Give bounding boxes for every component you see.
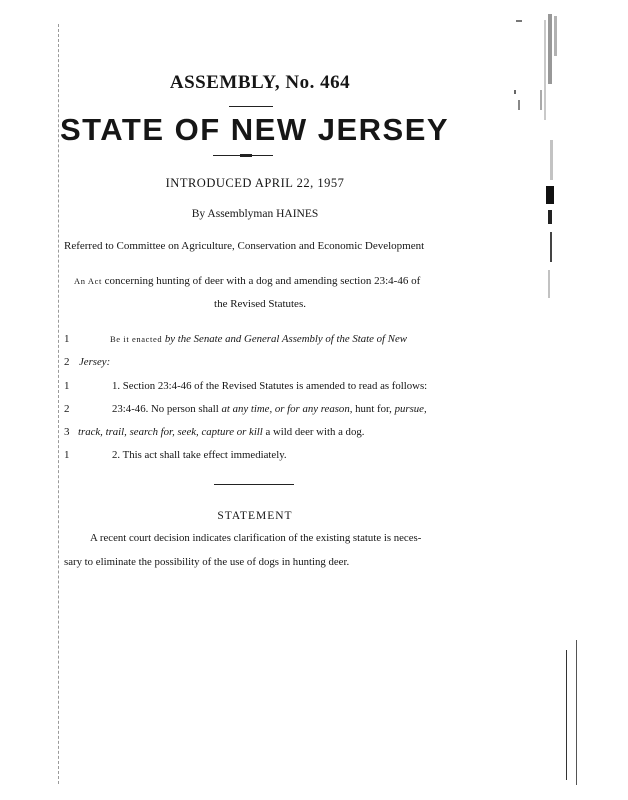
enacting-clause-line-1 (110, 333, 407, 345)
line-number: 3 (64, 426, 70, 438)
enacting-clause-line-2 (79, 356, 110, 368)
scan-margin-dashes (58, 24, 59, 784)
section-2-text: 2. This act shall take effect immediately. (112, 449, 287, 461)
enacting-text-end: Jersey: (79, 356, 111, 368)
divider-ornament (240, 154, 252, 157)
scan-edge-line (576, 640, 577, 785)
state-title: STATE OF NEW JERSEY (60, 112, 450, 147)
statement-line-2: sary to eliminate the possibility of the use of dogs in hunting deer. (64, 556, 350, 568)
enacting-text: by the Senate and General Assembly of the State of New (162, 333, 407, 345)
line-number: 1 (64, 333, 70, 345)
amended-text-line-1 (112, 403, 427, 415)
divider (214, 484, 294, 485)
assembly-number: ASSEMBLY, No. 464 (169, 72, 351, 93)
amended-text: a wild deer with a dog. (262, 426, 365, 438)
amended-text-line-2 (78, 426, 364, 438)
sponsor: By Assemblyman HAINES (191, 208, 319, 220)
scan-edge-artifact (514, 0, 574, 320)
act-prefix: An Act (74, 276, 102, 286)
act-title-line-2: the Revised Statutes. (214, 298, 306, 310)
line-number: 2 (64, 356, 70, 368)
amended-text-italic: at any time, or for any reason, (221, 403, 353, 415)
committee-referral: Referred to Committee on Agriculture, Conservation and Economic Development (64, 240, 425, 252)
divider (229, 106, 273, 107)
statement-line-1: A recent court decision indicates clarification of the existing statute is neces- (90, 532, 422, 544)
line-number: 2 (64, 403, 70, 415)
enacting-smallcaps: Be it enacted (110, 334, 163, 344)
scan-edge-line (566, 650, 567, 780)
line-number: 1 (64, 380, 70, 392)
amended-text-italic: pursue, (394, 403, 427, 415)
introduced-date: INTRODUCED APRIL 22, 1957 (165, 176, 345, 190)
section-1-text: 1. Section 23:4-46 of the Revised Statutes is amended to read as follows: (112, 380, 428, 392)
act-title-line-1 (74, 275, 420, 287)
statement-heading: STATEMENT (217, 510, 293, 522)
amended-text: hunt for, (352, 403, 395, 415)
amended-text: 23:4-46. No person shall (112, 403, 222, 415)
act-title-text: concerning hunting of deer with a dog and amending section 23:4-46 of (101, 275, 421, 287)
amended-text-italic: track, trail, search for, seek, capture or kill (78, 426, 263, 438)
line-number: 1 (64, 449, 70, 461)
